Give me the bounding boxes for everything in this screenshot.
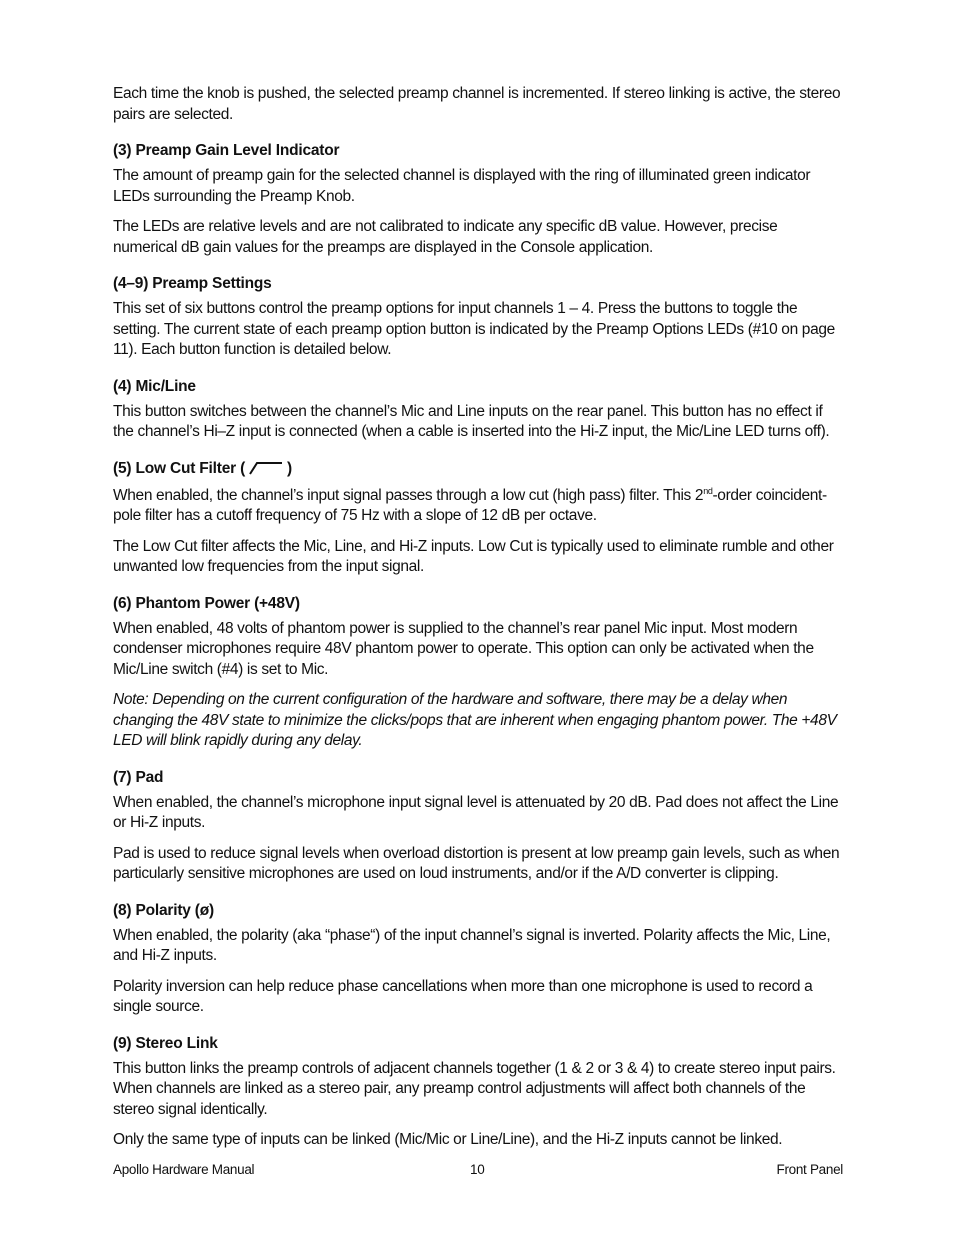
heading-preamp-settings: (4–9) Preamp Settings	[113, 275, 272, 292]
intro-paragraph: Each time the knob is pushed, the selected preamp channel is incremented. If stereo linking is active, the stereo pairs are selected.	[113, 85, 841, 123]
low-cut-heading-close: )	[287, 459, 293, 477]
heading-polarity: (8) Polarity (ø)	[113, 901, 215, 919]
footer-page-number: 10	[470, 1162, 485, 1177]
page-body	[113, 84, 845, 1151]
low-cut-heading-text: (5) Low Cut Filter (	[113, 459, 246, 477]
heading-preamp-gain-level-indicator: (3) Preamp Gain Level Indicator	[113, 142, 340, 159]
phantom-power-note	[113, 690, 845, 752]
phantom-power-paragraph: When enabled, 48 volts of phantom power is supplied to the channel’s rear panel Mic input. Most modern condenser microphones require 48V phantom power to operate. This option can only be activated when the Mic/Line switch (#4) is set to Mic.	[113, 619, 814, 678]
gain-indicator-paragraph-2: The LEDs are relative levels and are not calibrated to indicate any specific dB value. However, precise numerical dB gain values for the preamps are displayed in the Console application.	[113, 218, 778, 256]
page-footer	[113, 1162, 843, 1180]
phantom-note-text: Note: Depending on the current configuration of the hardware and software, there may be a delay when changing the 48V state to minimize the clicks/pops that are inherent when engaging phantom power. The +48V LED will blink rapidly during any delay.	[113, 691, 837, 749]
low-cut-paragraph-2: The Low Cut filter affects the Mic, Line, and Hi-Z inputs. Low Cut is typically used to eliminate rumble and other unwanted low frequencies from the input signal.	[113, 537, 834, 575]
ordinal-superscript: nd	[703, 485, 713, 496]
polarity-paragraph-2: Polarity inversion can help reduce phase cancellations when more than one microphone is used to record a single source.	[113, 977, 813, 1015]
heading-phantom-power: (6) Phantom Power (+48V)	[113, 594, 300, 612]
footer-manual-title: Apollo Hardware Manual	[113, 1162, 255, 1177]
low-cut-p1-text: When enabled, the channel’s input signal passes through a low cut (high pass) filter. This 2	[113, 486, 704, 504]
heading-stereo-link: (9) Stereo Link	[113, 1034, 218, 1052]
pad-paragraph-2: Pad is used to reduce signal levels when overload distortion is present at low preamp gain levels, such as when particularly sensitive microphones are used on loud instruments, and/or if the A/D converter is clipping.	[113, 844, 840, 882]
footer-section-name: Front Panel	[776, 1162, 843, 1177]
low-cut-paragraph-1	[113, 486, 845, 527]
heading-low-cut-filter	[113, 459, 845, 481]
stereo-link-paragraph-2: Only the same type of inputs can be linked (Mic/Mic or Line/Line), and the Hi-Z inputs cannot be linked.	[113, 1131, 783, 1148]
heading-pad: (7) Pad	[113, 768, 164, 786]
pad-paragraph-1: When enabled, the channel’s microphone input signal level is attenuated by 20 dB. Pad does not affect the Line or Hi-Z inputs.	[113, 793, 839, 831]
polarity-paragraph-1: When enabled, the polarity (aka “phase“) of the input channel’s signal is inverted. Polarity affects the Mic, Line, and Hi-Z inputs.	[113, 926, 831, 964]
stereo-link-paragraph-1: This button links the preamp controls of adjacent channels together (1 & 2 or 3 & 4) to create stereo input pairs. When channels are linked as a stereo pair, any preamp control adjustments will affect both channels of the stereo signal identically.	[113, 1059, 836, 1118]
low-cut-slope-icon	[249, 461, 283, 481]
low-cut-p1-text-cont: -order coincident-pole filter has a cutoff frequency of 75 Hz with a slope of 12 dB per octave.	[113, 486, 827, 524]
preamp-settings-paragraph: This set of six buttons control the preamp options for input channels 1 – 4. Press the buttons to toggle the setting. The current state of each preamp option button is indicated by the Preamp Options LEDs (#10 on page 11). Each button function is detailed below.	[113, 300, 835, 358]
mic-line-paragraph: This button switches between the channel’s Mic and Line inputs on the rear panel. This button has no effect if the channel’s Hi–Z input is connected (when a cable is inserted into the Hi-Z input, the Mic/Line LED turns off).	[113, 402, 830, 440]
gain-indicator-paragraph-1: The amount of preamp gain for the selected channel is displayed with the ring of illuminated green indicator LEDs surrounding the Preamp Knob.	[113, 167, 811, 205]
heading-mic-line: (4) Mic/Line	[113, 377, 196, 395]
